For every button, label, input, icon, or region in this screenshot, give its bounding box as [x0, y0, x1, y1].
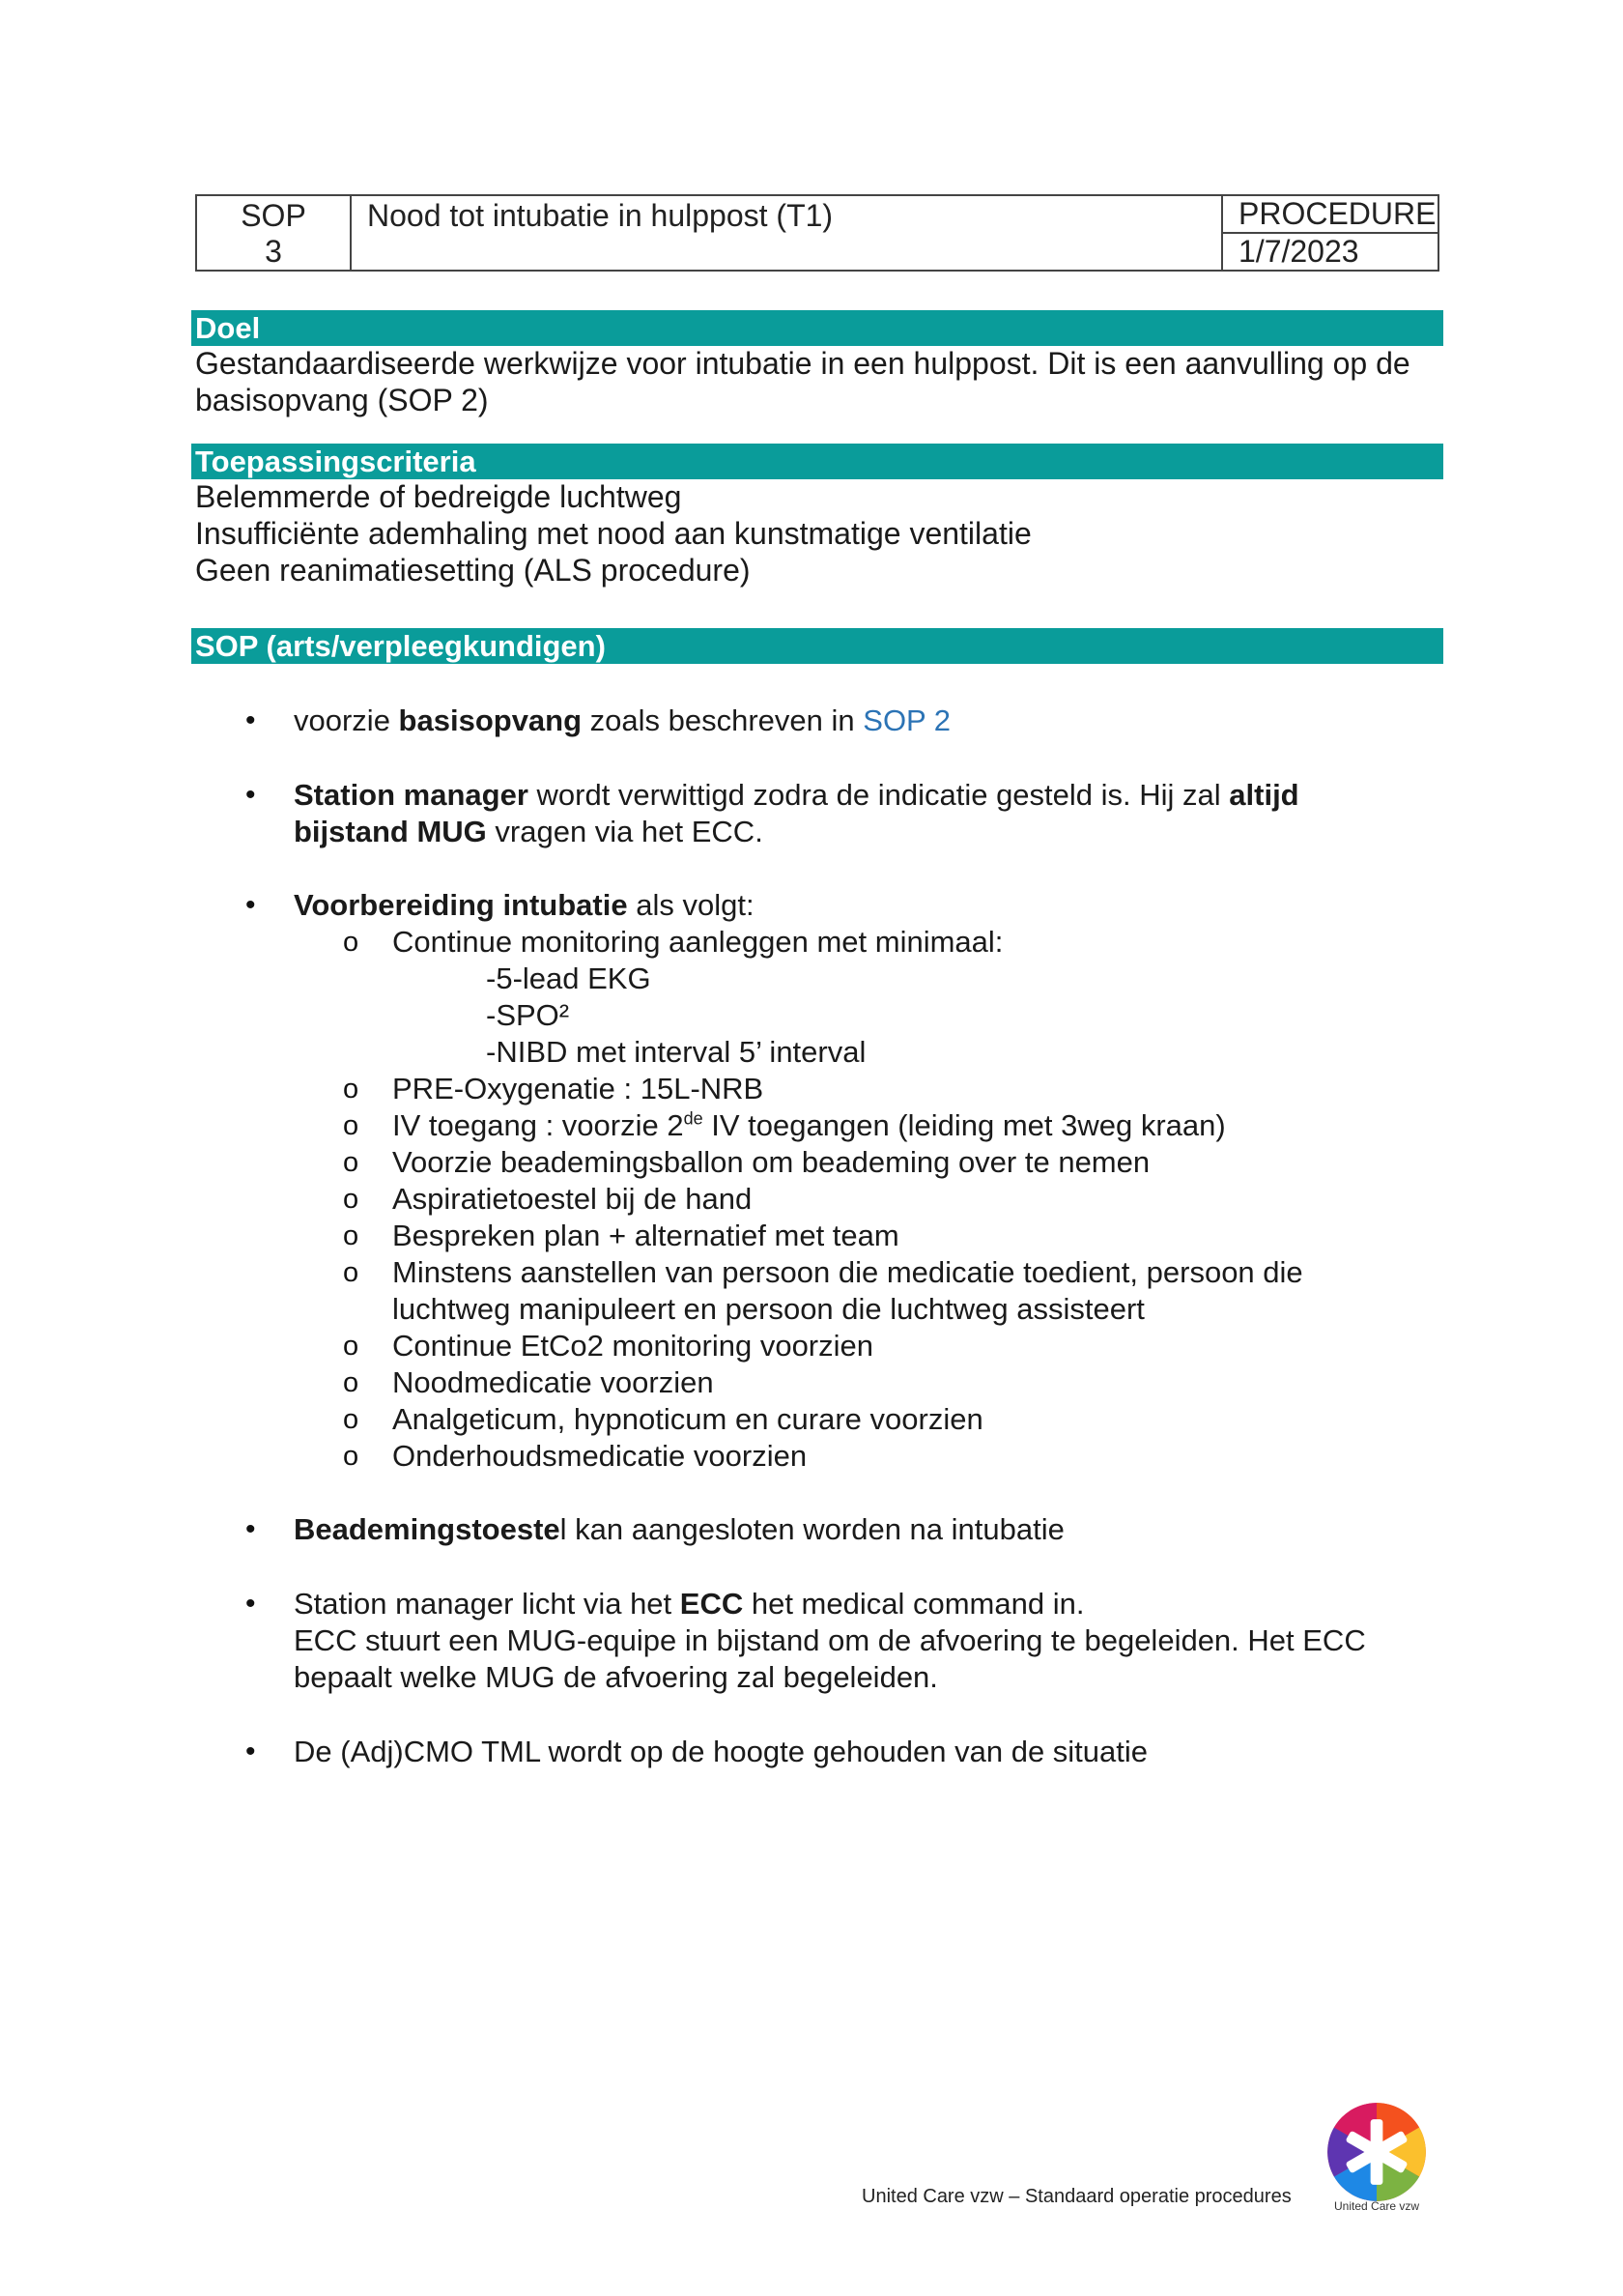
doel-line-2: basisopvang (SOP 2)	[195, 383, 489, 417]
logo-caption: United Care vzw	[1334, 2199, 1420, 2213]
sub-bullet: o	[343, 1184, 359, 1215]
doel-heading: Doel	[191, 310, 1443, 346]
doel-text	[195, 345, 1441, 418]
monitor-nibd: -NIBD met interval 5’ interval	[486, 1035, 867, 1069]
bullet-station-manager: Station manager wordt verwittigd zodra de indicatie gesteld is. Hij zal altijd bijstand MUG vragen via het ECC.	[294, 778, 1299, 848]
sop-heading: SOP (arts/verpleegkundigen)	[191, 628, 1443, 664]
monitor-spo2: -SPO²	[486, 998, 570, 1032]
prep-item: Noodmedicatie voorzien	[392, 1365, 714, 1399]
sop-label: SOP	[241, 198, 306, 233]
bullet-dot: •	[245, 1736, 256, 1767]
procedure-date: 1/7/2023	[1239, 234, 1359, 269]
sub-bullet: o	[343, 1257, 359, 1288]
sub-bullet: o	[343, 1404, 359, 1435]
procedure-type: PROCEDURE	[1223, 196, 1438, 234]
criteria-item: Geen reanimatiesetting (ALS procedure)	[195, 553, 751, 588]
prep-item: Aspiratietoestel bij de hand	[392, 1182, 753, 1216]
monitor-ekg: -5-lead EKG	[486, 961, 651, 995]
sop-title: Nood tot intubatie in hulppost (T1)	[351, 195, 1222, 271]
sop-number-cell	[196, 195, 351, 271]
sop-header-table	[195, 194, 1439, 272]
team-item-line-1: Minstens aanstellen van persoon die medicatie toedient, persoon die	[392, 1255, 1303, 1289]
basisopvang-bold: basisopvang	[398, 703, 583, 737]
sop-meta-cell	[1222, 195, 1438, 271]
prep-item: Bespreken plan + alternatief met team	[392, 1219, 899, 1252]
sop2-link[interactable]: SOP 2	[863, 703, 952, 737]
doel-line-1: Gestandaardiseerde werkwijze voor intubatie in een hulppost. Dit is een aanvulling op de	[195, 346, 1410, 381]
footer-text: United Care vzw – Standaard operatie procedures	[862, 2186, 1292, 2207]
bullet-dot: •	[245, 1513, 256, 1545]
bullet-dot: •	[245, 889, 256, 921]
sub-bullet: o	[343, 1367, 359, 1398]
bullet-ecc: Station manager licht via het ECC het medical command in. ECC stuurt een MUG-equipe in bijstand om de afvoering te begeleiden. Het ECC bepaalt welke MUG de afvoering zal begeleiden.	[294, 1587, 1366, 1694]
criteria-item: Insufficiënte ademhaling met nood aan kunstmatige ventilatie	[195, 516, 1032, 551]
bullet-dot: •	[245, 1588, 256, 1620]
sub-bullet: o	[343, 1147, 359, 1178]
criteria-item: Belemmerde of bedreigde luchtweg	[195, 479, 682, 514]
prep-item: Voorzie beademingsballon om beademing over te nemen	[392, 1145, 1151, 1179]
prep-item: Continue EtCo2 monitoring voorzien	[392, 1329, 873, 1363]
monitoring-item: Continue monitoring aanleggen met minimaal:	[392, 925, 1004, 959]
sub-bullet: o	[343, 1331, 359, 1362]
prep-item: Analgeticum, hypnoticum en curare voorzien	[392, 1402, 983, 1436]
bullet-voorbereiding: Voorbereiding intubatie als volgt:	[294, 888, 755, 922]
criteria-heading: Toepassingscriteria	[191, 444, 1443, 479]
sub-bullet: o	[343, 1441, 359, 1472]
sub-bullet: o	[343, 1074, 359, 1105]
bullet-beademingstoestel: Beademingstoestel kan aangesloten worden na intubatie	[294, 1512, 1065, 1546]
sub-bullet: o	[343, 927, 359, 958]
iv-item: IV toegang : voorzie 2de IV toegangen (leiding met 3weg kraan)	[392, 1108, 1226, 1142]
bullet-cmo: De (Adj)CMO TML wordt op de hoogte gehouden van de situatie	[294, 1735, 1149, 1768]
criteria-list	[195, 478, 1441, 588]
sub-bullet: o	[343, 1110, 359, 1141]
prep-item: Onderhoudsmedicatie voorzien	[392, 1439, 808, 1473]
preox-item: PRE-Oxygenatie : 15L-NRB	[392, 1072, 764, 1105]
bullet-basisopvang: voorzie basisopvang zoals beschreven in SOP 2	[294, 703, 952, 737]
sop-number: 3	[265, 234, 282, 269]
bullet-dot: •	[245, 779, 256, 811]
bullet-dot: •	[245, 704, 256, 736]
team-item-line-2: luchtweg manipuleert en persoon die luchtweg assisteert	[392, 1292, 1145, 1326]
united-care-logo	[1325, 2101, 1428, 2203]
sub-bullet: o	[343, 1220, 359, 1251]
